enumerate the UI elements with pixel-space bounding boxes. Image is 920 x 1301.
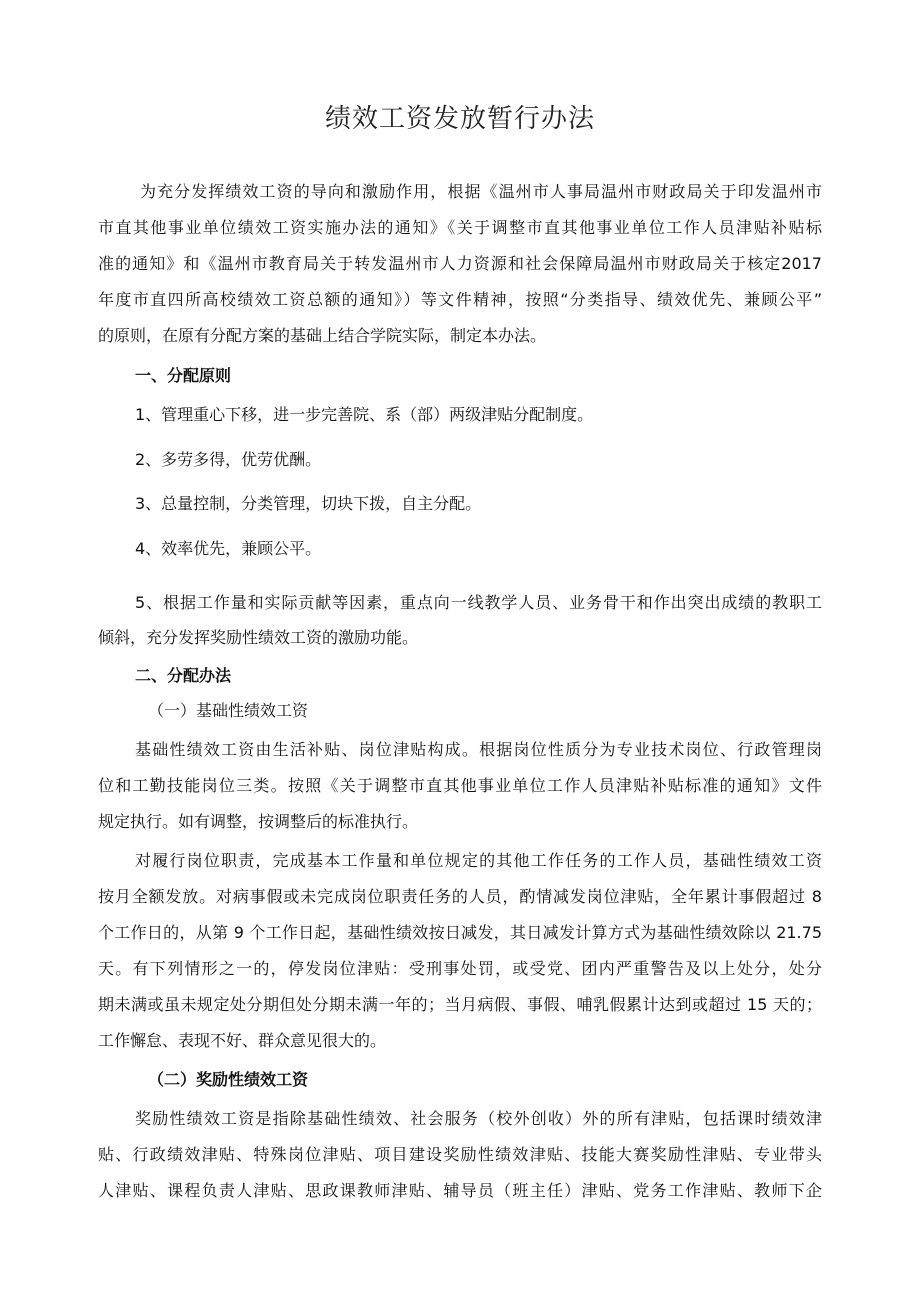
- paragraph-line: 工作懈怠、表现不好、群众意见很大的。: [98, 1031, 387, 1050]
- paragraph-line: 规定执行。如有调整，按调整后的标准执行。: [98, 812, 419, 831]
- document-title: 绩效工资发放暂行办法: [324, 104, 595, 134]
- paragraph-line: 人津贴、课程负责人津贴、思政课教师津贴、辅导员（班主任）津贴、党务工作津贴、教师下企: [98, 1181, 822, 1200]
- list-item: 1、管理重心下移，进一步完善院、系（部）两级津贴分配制度。: [135, 405, 594, 424]
- list-item: 倾斜，充分发挥奖励性绩效工资的激励功能。: [98, 628, 419, 647]
- intro-line: 市直其他事业单位绩效工资实施办法的通知》《关于调整市直其他事业单位工作人员津贴补贴标: [98, 218, 822, 237]
- paragraph-line: 个工作日的，从第 9 个工作日起，基础性绩效按日减发，其日减发计算方式为基础性绩效除以 21.75: [98, 923, 822, 942]
- list-item: 2、多劳多得，优劳优酬。: [135, 450, 322, 469]
- intro-line: 的原则，在原有分配方案的基础上结合学院实际，制定本办法。: [98, 326, 547, 345]
- intro-line: 准的通知》和《温州市教育局关于转发温州市人力资源和社会保障局温州市财政局关于核定2017: [98, 254, 822, 273]
- intro-line: 为充分发挥绩效工资的导向和激励作用，根据《温州市人事局温州市财政局关于印发温州市: [140, 182, 822, 201]
- paragraph-line: 期未满或虽未规定处分期但处分期未满一年的；当月病假、事假、哺乳假累计达到或超过 15 天的；: [98, 995, 822, 1014]
- section-heading: 一、分配原则: [135, 366, 232, 385]
- paragraph-line: 天。有下列情形之一的，停发岗位津贴：受刑事处罚，或受党、团内严重警告及以上处分，处分: [98, 959, 822, 978]
- paragraph-line: 奖励性绩效工资是指除基础性绩效、社会服务（校外创收）外的所有津贴，包括课时绩效津: [135, 1109, 822, 1128]
- paragraph-line: 按月全额发放。对病事假或未完成岗位职责任务的人员，酌情减发岗位津贴，全年累计事假超过 8: [98, 887, 822, 906]
- intro-line: 年度市直四所高校绩效工资总额的通知》）等文件精神，按照“分类指导、绩效优先、兼顾公平”: [98, 290, 822, 309]
- section-heading: 二、分配办法: [135, 666, 232, 685]
- list-item: 5、根据工作量和实际贡献等因素，重点向一线教学人员、业务骨干和作出突出成绩的教职工: [135, 593, 822, 612]
- paragraph-line: 贴、行政绩效津贴、特殊岗位津贴、项目建设奖励性绩效津贴、技能大赛奖励性津贴、专业带头: [98, 1145, 822, 1164]
- paragraph-line: 位和工勤技能岗位三类。按照《关于调整市直其他事业单位工作人员津贴补贴标准的通知》文件: [98, 776, 822, 795]
- list-item: 4、效率优先，兼顾公平。: [135, 539, 322, 558]
- subsection-heading: （二）奖励性绩效工资: [148, 1070, 309, 1089]
- subsection-heading: （一）基础性绩效工资: [148, 701, 309, 720]
- paragraph-line: 对履行岗位职责，完成基本工作量和单位规定的其他工作任务的工作人员，基础性绩效工资: [135, 851, 822, 870]
- paragraph-line: 基础性绩效工资由生活补贴、岗位津贴构成。根据岗位性质分为专业技术岗位、行政管理岗: [135, 740, 822, 759]
- list-item: 3、总量控制，分类管理，切块下拨，自主分配。: [135, 494, 482, 513]
